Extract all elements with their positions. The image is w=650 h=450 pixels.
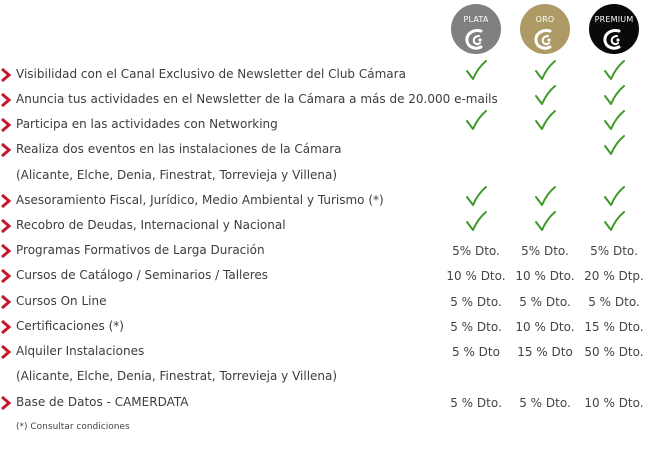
discount-cell-premium: 15 % Dto. (584, 320, 644, 334)
club-logo-icon (532, 28, 558, 52)
table-row (0, 292, 650, 312)
chevron-right-icon (0, 93, 12, 107)
chevron-right-icon (0, 396, 12, 410)
table-row (0, 140, 650, 160)
checkmark-icon (533, 210, 557, 234)
checkmark-icon (602, 59, 626, 83)
chevron-right-icon (0, 68, 12, 82)
benefit-label: Asesoramiento Fiscal, Jurídico, Medio Ambiental y Turismo (*) (16, 193, 384, 207)
benefit-label: Realiza dos eventos en las instalaciones de la Cámara (16, 142, 342, 156)
tier-badge-oro (520, 4, 570, 54)
chevron-right-icon (0, 269, 12, 283)
checkmark-icon (533, 59, 557, 83)
benefit-label: Recobro de Deudas, Internacional y Nacional (16, 218, 286, 232)
checkmark-icon (464, 109, 488, 133)
chevron-right-icon (0, 244, 12, 258)
benefit-label: Certificaciones (*) (16, 319, 124, 333)
club-logo-icon (463, 28, 489, 52)
club-logo-icon (601, 28, 627, 52)
benefit-label: Anuncia tus actividades en el Newsletter de la Cámara a más de 20.000 e-mails (16, 92, 498, 106)
checkmark-icon (533, 84, 557, 108)
benefit-label: Alquiler Instalaciones (16, 344, 145, 358)
tier-name: PLATA (463, 15, 489, 24)
chevron-right-icon (0, 118, 12, 132)
benefit-label: Programas Formativos de Larga Duración (16, 243, 265, 257)
table-row (0, 90, 650, 110)
benefit-label: Visibilidad con el Canal Exclusivo de Newsletter del Club Cámara (16, 67, 406, 81)
checkmark-icon (464, 59, 488, 83)
chevron-right-icon (0, 194, 12, 208)
checkmark-icon (602, 210, 626, 234)
table-row (0, 115, 650, 135)
discount-cell-oro: 5 % Dto. (519, 396, 571, 410)
discount-cell-plata: 10 % Dto. (446, 269, 506, 283)
benefit-label: Cursos On Line (16, 294, 107, 308)
discount-cell-premium: 10 % Dto. (584, 396, 644, 410)
tier-name: ORO (535, 15, 555, 24)
chevron-right-icon (0, 295, 12, 309)
table-row (0, 65, 650, 85)
tier-badge-plata (451, 4, 501, 54)
benefit-label: Base de Datos - CAMERDATA (16, 395, 189, 409)
checkmark-icon (533, 109, 557, 133)
discount-cell-plata: 5 % Dto. (450, 295, 502, 309)
table-row (0, 317, 650, 337)
table-row (0, 393, 650, 413)
discount-cell-premium: 20 % Dtp. (584, 269, 644, 283)
table-row (0, 216, 650, 236)
footnote: (*) Consultar condiciones (16, 422, 130, 432)
table-row (0, 367, 650, 387)
chevron-right-icon (0, 320, 12, 334)
checkmark-icon (464, 185, 488, 209)
benefit-label: (Alicante, Elche, Denia, Finestrat, Torrevieja y Villena) (16, 168, 338, 182)
discount-cell-oro: 15 % Dto (517, 345, 573, 359)
discount-cell-plata: 5 % Dto. (450, 396, 502, 410)
benefit-label: Participa en las actividades con Networking (16, 117, 278, 131)
checkmark-icon (602, 134, 626, 158)
tier-badge-premium (589, 4, 639, 54)
discount-cell-oro: 5% Dto. (521, 244, 569, 258)
discount-cell-premium: 5% Dto. (590, 244, 638, 258)
benefit-label: (Alicante, Elche, Denia, Finestrat, Torrevieja y Villena) (16, 369, 338, 383)
table-row (0, 241, 650, 261)
table-row (0, 166, 650, 186)
table-row (0, 266, 650, 286)
discount-cell-oro: 5 % Dto. (519, 295, 571, 309)
discount-cell-plata: 5 % Dto. (450, 320, 502, 334)
checkmark-icon (533, 185, 557, 209)
checkmark-icon (602, 84, 626, 108)
table-row (0, 342, 650, 362)
discount-cell-oro: 10 % Dto. (515, 320, 575, 334)
benefit-label: Cursos de Catálogo / Seminarios / Talleres (16, 268, 269, 282)
discount-cell-oro: 10 % Dto. (515, 269, 575, 283)
checkmark-icon (602, 109, 626, 133)
chevron-right-icon (0, 345, 12, 359)
discount-cell-premium: 5 % Dto. (588, 295, 640, 309)
tier-name: PREMIUM (594, 15, 634, 24)
discount-cell-premium: 50 % Dto. (584, 345, 644, 359)
table-row (0, 191, 650, 211)
chevron-right-icon (0, 219, 12, 233)
checkmark-icon (464, 210, 488, 234)
discount-cell-plata: 5% Dto. (452, 244, 500, 258)
discount-cell-plata: 5 % Dto (452, 345, 500, 359)
checkmark-icon (602, 185, 626, 209)
chevron-right-icon (0, 143, 12, 157)
